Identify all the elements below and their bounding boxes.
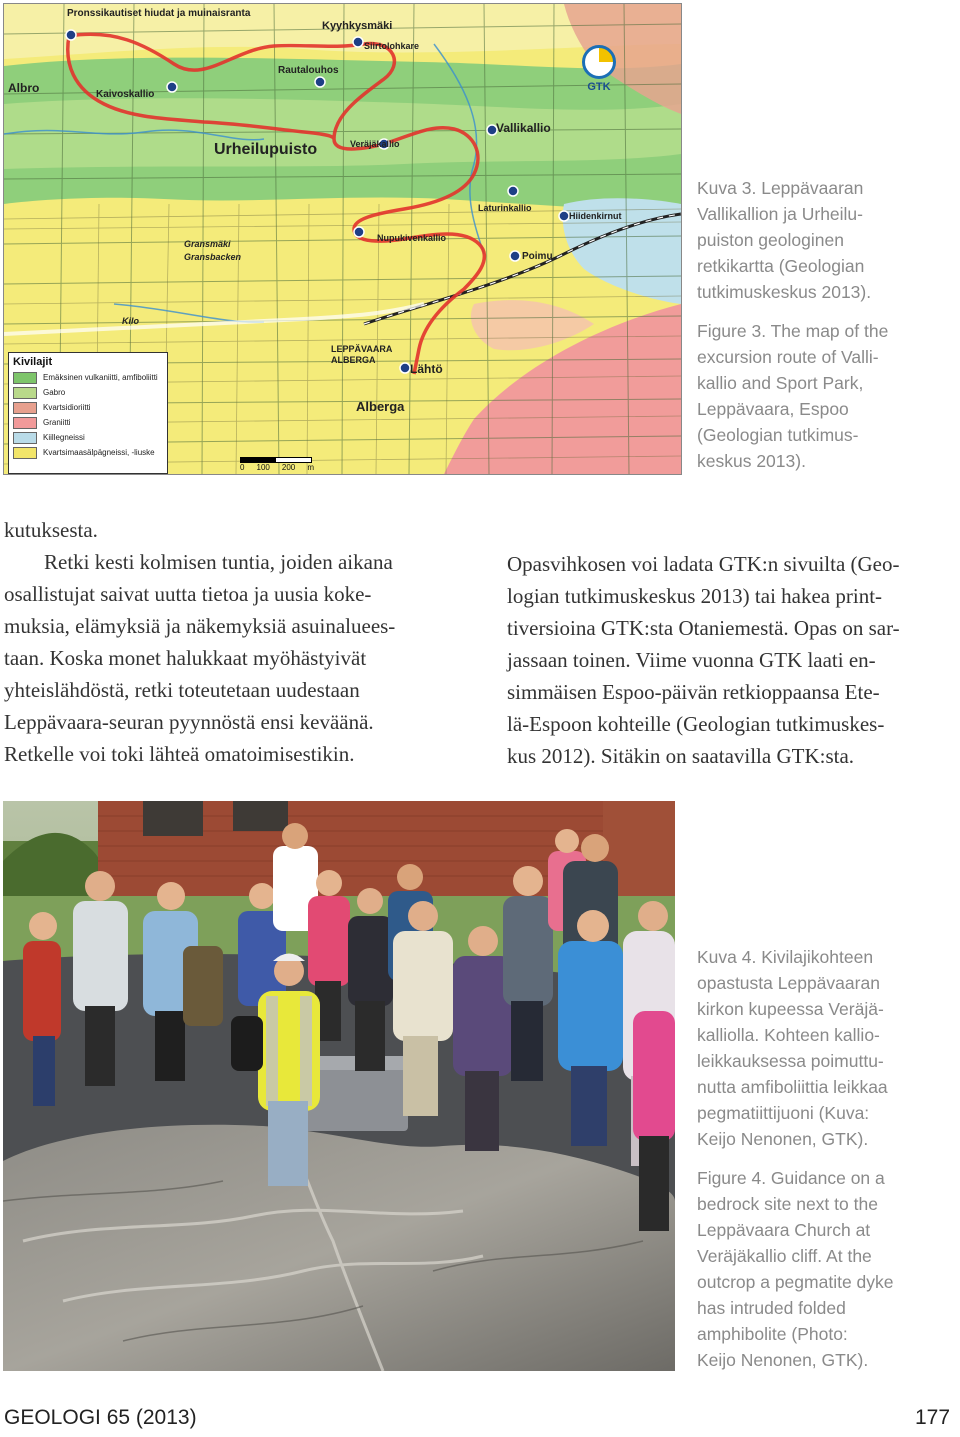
text-line: Retki kesti kolmisen tuntia, joiden aikana [44, 550, 393, 574]
map-label-leppavaara: LEPPÄVAARA [331, 344, 393, 354]
text-line: logian tutkimuskeskus 2013) tai hakea print- [507, 584, 883, 608]
map-label-laturinkallio: Laturinkallio [478, 203, 532, 213]
text-line: Opasvihkosen voi ladata GTK:n sivuilta (Geo- [507, 552, 900, 576]
caption-line: pegmatiittijuoni (Kuva: [697, 1103, 870, 1123]
map-label-kilo: Kilo [122, 316, 139, 326]
caption-line: tutkimuskeskus 2013). [697, 282, 872, 302]
legend-label: Kvartsimaasälpägneissi, -liuske [43, 448, 155, 457]
map-label-gransbacken: Gransbacken [184, 252, 242, 262]
map-label-albro: Albro [8, 81, 40, 95]
caption-line: has intruded folded [697, 1298, 846, 1318]
scale-200: 200 [281, 463, 296, 472]
legend-item [9, 370, 167, 385]
map-label-siirtolohkare: Siirtolohkare [364, 41, 420, 51]
journal-footer: GEOLOGI 65 (2013) [4, 1406, 197, 1429]
caption-line: retkikartta (Geologian [697, 256, 865, 276]
figure4-caption-fi [697, 944, 894, 1152]
caption-line: opastusta Leppävaaran [697, 973, 880, 993]
figure4-caption [697, 944, 894, 1373]
text-line: kutuksesta. [4, 518, 98, 542]
caption-line: kalliolla. Kohteen kallio- [697, 1025, 880, 1045]
legend-label: Kiillegneissi [43, 433, 85, 442]
text-line: lä-Espoon kohteille (Geologian tutkimuskes- [507, 712, 885, 736]
map-scale-bar [240, 456, 314, 472]
caption-line: Leppävaara Church at [697, 1220, 871, 1240]
gtk-logo [581, 45, 617, 97]
map-label-poimu: Poimu [522, 251, 553, 262]
legend-items [9, 370, 167, 460]
page-number: 177 [915, 1406, 951, 1429]
legend-label: Gabro [43, 388, 66, 397]
text-line: muksia, elämyksiä ja näkemyksiä asuinaluees- [4, 614, 396, 638]
legend-item [9, 385, 167, 400]
legend-swatch [13, 402, 37, 414]
photo-graphic [3, 801, 675, 1371]
legend-item [9, 400, 167, 415]
body-text-right [507, 548, 956, 772]
text-line: osallistujat saivat uutta tietoa ja uusia koke- [4, 582, 372, 606]
text-line: tiversioina GTK:sta Otaniemestä. Opas on sar- [507, 616, 900, 640]
legend-item [9, 430, 167, 445]
map-label-verajakallio: Veräjäkallio [350, 139, 400, 149]
caption-line: Figure 3. The map of the [697, 321, 889, 341]
map-label-lahto: Lähtö [410, 362, 443, 376]
legend-label: Kvartsidioriitti [43, 403, 91, 412]
figure3-caption-fi [697, 175, 888, 305]
caption-line: kirkon kupeessa Veräjä- [697, 999, 884, 1019]
scale-100: 100 [256, 463, 270, 472]
caption-line: Vallikallion ja Urheilu- [697, 204, 863, 224]
text-line: kus 2012). Sitäkin on saatavilla GTK:sta. [507, 744, 855, 768]
caption-line: Kuva 4. Kivilajikohteen [697, 947, 874, 967]
gtk-logo-text: GTK [587, 81, 611, 93]
caption-line: Keijo Nenonen, GTK). [697, 1129, 869, 1149]
caption-line: amphibolite (Photo: [697, 1324, 848, 1344]
legend-swatch [13, 447, 37, 459]
map-label-alberga: Alberga [356, 399, 405, 414]
caption-line: nutta amfiboliittia leikkaa [697, 1077, 888, 1097]
text-line: yhteislähdöstä, retki toteutetaan uudestaan [4, 678, 360, 702]
map-label-nupukivenkallio: Nupukivenkallio [377, 233, 447, 243]
caption-line: Leppävaara, Espoo [697, 399, 849, 419]
figure3-caption-en [697, 318, 888, 474]
text-line: simmäisen Espoo-päivän retkioppaansa Ete- [507, 680, 880, 704]
caption-line: bedrock site next to the [697, 1194, 878, 1214]
caption-line: kallio and Sport Park, [697, 373, 864, 393]
legend-swatch [13, 432, 37, 444]
map-label-hiidenkirnut: Hiidenkirnut [569, 211, 622, 221]
figure3-caption [697, 175, 888, 474]
map-legend [8, 352, 168, 474]
caption-line: Keijo Nenonen, GTK). [697, 1350, 869, 1370]
legend-label: Graniitti [43, 418, 71, 427]
map-label-kyyhkysmaki: Kyyhkysmäki [322, 20, 393, 32]
scale-0: 0 [240, 463, 245, 472]
body-text-left [4, 514, 454, 770]
caption-line: Veräjäkallio cliff. At the [697, 1246, 872, 1266]
legend-item [9, 445, 167, 460]
scale-unit: m [307, 463, 314, 472]
caption-line: excursion route of Valli- [697, 347, 879, 367]
caption-line: outcrop a pegmatite dyke [697, 1272, 894, 1292]
map-label-pronssi: Pronssikautiset hiudat ja muinaisranta [67, 8, 251, 19]
legend-swatch [13, 417, 37, 429]
text-line: jassaan toinen. Viime vuonna GTK laati en- [507, 648, 876, 672]
map-label-urheilupuisto: Urheilupuisto [214, 141, 318, 158]
caption-line: puiston geologinen [697, 230, 844, 250]
legend-label: Emäksinen vulkaniitti, amfiboliitti [43, 373, 158, 382]
map-label-vallikallio: Vallikallio [496, 121, 551, 135]
legend-swatch [13, 372, 37, 384]
map-label-gransmaki: Gransmäki [184, 239, 231, 249]
caption-line: (Geologian tutkimus- [697, 425, 859, 445]
text-line: Retkelle voi toki lähteä omatoimisestikin. [4, 742, 355, 766]
caption-line: Figure 4. Guidance on a [697, 1168, 885, 1188]
caption-line: leikkauksessa poimuttu- [697, 1051, 884, 1071]
text-line: Leppävaara-seuran pyynnöstä ensi keväänä. [4, 710, 374, 734]
map-label-kaivoskallio: Kaivoskallio [96, 89, 155, 100]
gtk-logo-mark [582, 45, 616, 79]
excursion-photo [3, 801, 675, 1371]
legend-swatch [13, 387, 37, 399]
map-label-rautalouhos: Rautalouhos [278, 65, 339, 76]
figure4-caption-en [697, 1165, 894, 1373]
excursion-map [3, 3, 682, 475]
caption-line: Kuva 3. Leppävaaran [697, 178, 864, 198]
legend-title: Kivilajit [13, 356, 53, 368]
text-line: taan. Koska monet halukkaat myöhästyivät [4, 646, 367, 670]
caption-line: keskus 2013). [697, 451, 806, 471]
legend-item [9, 415, 167, 430]
map-label-alberga-caps: ALBERGA [331, 355, 376, 365]
